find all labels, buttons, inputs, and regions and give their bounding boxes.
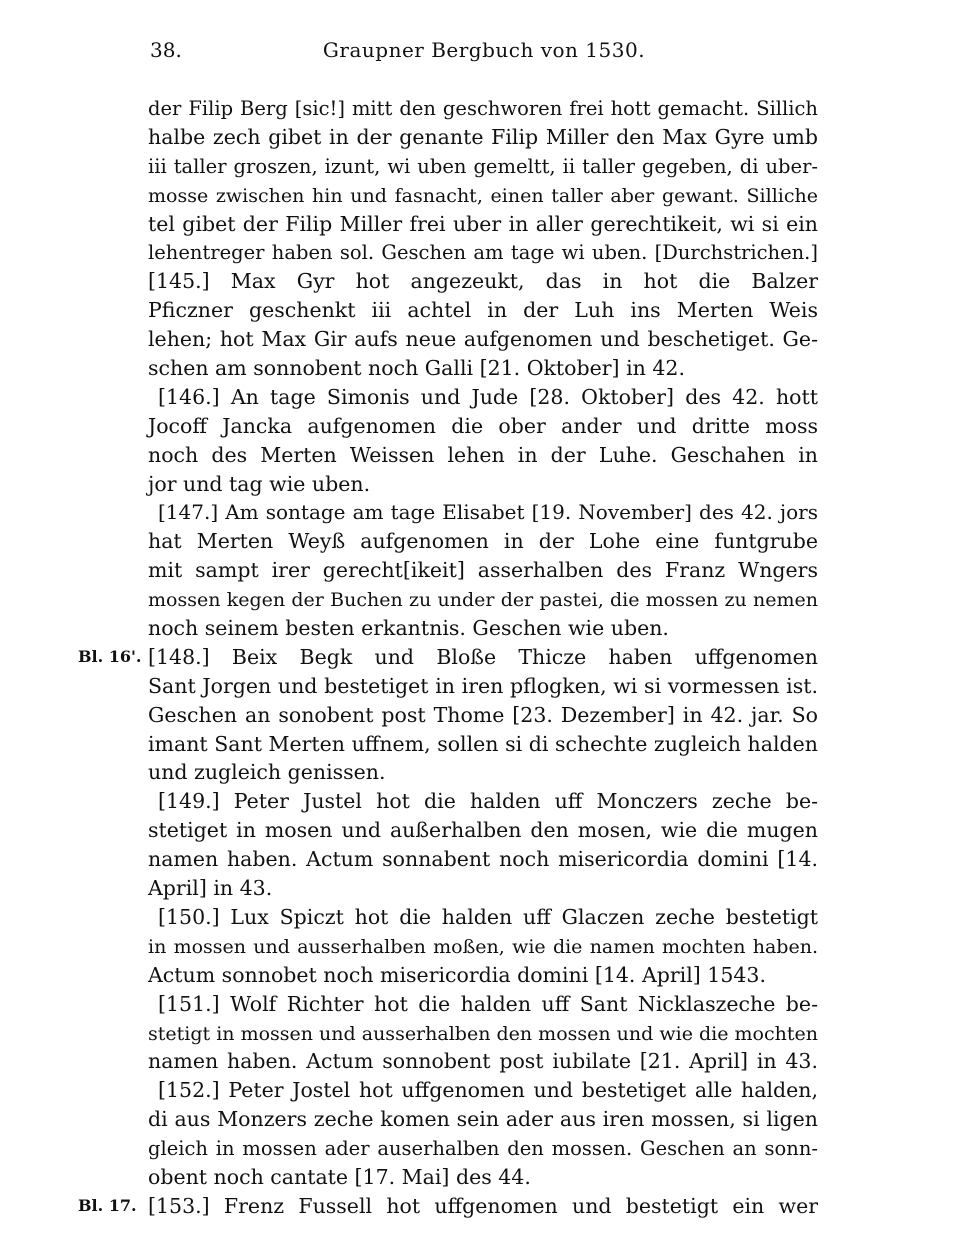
line-text: Geschen an sonobent post Thome [23. Dezember] in 42. jar. So	[148, 702, 818, 727]
text-line	[148, 412, 818, 441]
line-text: noch des Merten Weissen lehen in der Luhe. Geschahen in	[148, 442, 818, 467]
line-text: imant Sant Merten uffnem, sollen si di schechte zugleich halden	[148, 731, 818, 756]
line-text: di aus Monzers zeche komen sein ader aus iren mossen, si ligen	[148, 1107, 818, 1132]
folio-margin-note: Bl. 16'.	[78, 646, 142, 666]
line-text: gleich in mossen ader auserhalben den mossen. Geschen an sonn-	[148, 1137, 818, 1161]
text-line	[148, 903, 818, 932]
line-text: in mossen und ausserhalben moßen, wie die namen mochten haben.	[148, 935, 818, 958]
text-line	[148, 470, 818, 499]
text-line	[148, 527, 818, 556]
text-line	[148, 787, 818, 816]
text-body	[78, 94, 818, 1221]
text-line	[78, 1192, 818, 1221]
line-text: [153.] Frenz Fussell hot uffgenomen und bestetigt ein wer	[148, 1193, 818, 1218]
line-text: namen haben. Actum sonnobent post iubilate [21. April] in 43.	[148, 1049, 818, 1074]
text-line	[78, 643, 818, 672]
text-line	[148, 1105, 818, 1134]
text-line	[148, 874, 818, 903]
text-line	[148, 152, 818, 181]
line-text: [151.] Wolf Richter hot die halden uff Sant Nicklaszeche be-	[158, 991, 818, 1016]
text-line	[148, 1019, 818, 1048]
text-line	[148, 1163, 818, 1192]
running-title: Graupner Bergbuch von 1530.	[322, 38, 646, 62]
line-text: iii taller groszen, izunt, wi uben gemeltt, ii taller gegeben, di uber-	[148, 154, 818, 178]
line-text: noch seinem besten erkantnis. Geschen wie uben.	[148, 616, 669, 641]
line-text: lehen; hot Max Gir aufs neue aufgenomen und beschetiget. Ge-	[148, 327, 818, 352]
text-line	[148, 672, 818, 701]
text-line	[148, 556, 818, 585]
text-line	[148, 238, 818, 267]
text-line	[148, 961, 818, 990]
line-text: April] in 43.	[148, 876, 273, 901]
line-text: der Filip Berg [sic!] mitt den geschworen frei hott gemacht. Sillich	[148, 97, 818, 120]
text-line	[148, 94, 818, 123]
text-line	[148, 354, 818, 383]
line-text: [147.] Am sontage am tage Elisabet [19. November] des 42. jors	[158, 500, 818, 525]
text-line	[148, 845, 818, 874]
text-line	[148, 498, 818, 527]
line-text: Actum sonnobet noch misericordia domini [14. April] 1543.	[148, 962, 766, 987]
text-line	[148, 123, 818, 152]
text-line	[148, 441, 818, 470]
line-text: und zugleich genissen.	[148, 760, 386, 785]
line-text: Jocoff Jancka aufgenomen die ober ander und dritte moss	[148, 413, 818, 438]
text-line	[148, 990, 818, 1019]
line-text: Sant Jorgen und bestetiget in iren pflogken, wi si vormessen ist.	[148, 673, 818, 698]
line-text: [152.] Peter Jostel hot uffgenomen und bestetiget alle halden,	[158, 1078, 818, 1103]
text-line	[148, 1047, 818, 1076]
line-text: mit sampt irer gerecht[ikeit] asserhalben des Franz Wngers	[148, 558, 818, 583]
text-line	[148, 181, 818, 210]
folio-margin-note: Bl. 17.	[78, 1195, 137, 1215]
line-text: tel gibet der Filip Miller frei uber in aller gerechtikeit, wi si ein	[148, 211, 818, 236]
line-text: [149.] Peter Justel hot die halden uff Monczers zeche be-	[158, 789, 818, 814]
line-text: mossen kegen der Buchen zu under der pastei, die mossen zu nemen	[148, 589, 818, 612]
line-text: jor und tag wie uben.	[148, 471, 371, 496]
text-line	[148, 325, 818, 354]
text-line	[148, 1134, 818, 1163]
line-text: stetigt in mossen und ausserhalben den mossen und wie die mochten	[148, 1022, 818, 1045]
text-line	[148, 296, 818, 325]
line-text: namen haben. Actum sonnabent noch misericordia domini [14.	[148, 847, 818, 872]
line-text: hat Merten Weyß aufgenomen in der Lohe eine funtgrube	[148, 529, 818, 554]
line-text: stetiget in mosen und außerhalben den mosen, wie die mugen	[148, 818, 818, 843]
text-line	[148, 585, 818, 614]
line-text: [150.] Lux Spiczt hot die halden uff Glaczen zeche bestetigt	[158, 904, 818, 929]
text-line	[148, 730, 818, 759]
line-text: [148.] Beix Begk und Bloße Thicze haben uffgenomen	[148, 644, 818, 669]
line-text: Pficzner geschenkt iii achtel in der Luh ins Merten Weis	[148, 298, 818, 323]
text-line	[148, 932, 818, 961]
text-line	[148, 816, 818, 845]
line-text: mosse zwischen hin und fasnacht, einen taller aber gewant. Silliche	[148, 184, 818, 207]
line-text: schen am sonnobent noch Galli [21. Oktober] in 42.	[148, 356, 685, 381]
text-line	[148, 701, 818, 730]
page-number: 38.	[150, 38, 182, 62]
text-line	[148, 210, 818, 239]
page-header	[150, 38, 818, 74]
text-line	[148, 758, 818, 787]
text-line	[148, 614, 818, 643]
line-text: [146.] An tage Simonis und Jude [28. Oktober] des 42. hott	[158, 384, 818, 409]
line-text: lehentreger haben sol. Geschen am tage wi uben. [Durchstrichen.]	[148, 241, 818, 265]
line-text: [145.] Max Gyr hot angezeukt, das in hot die Balzer	[148, 269, 818, 294]
text-line	[148, 1076, 818, 1105]
line-text: obent noch cantate [17. Mai] des 44.	[148, 1164, 531, 1189]
text-line	[148, 267, 818, 296]
line-text: halbe zech gibet in der genante Filip Miller den Max Gyre umb	[148, 124, 818, 149]
text-line	[148, 383, 818, 412]
